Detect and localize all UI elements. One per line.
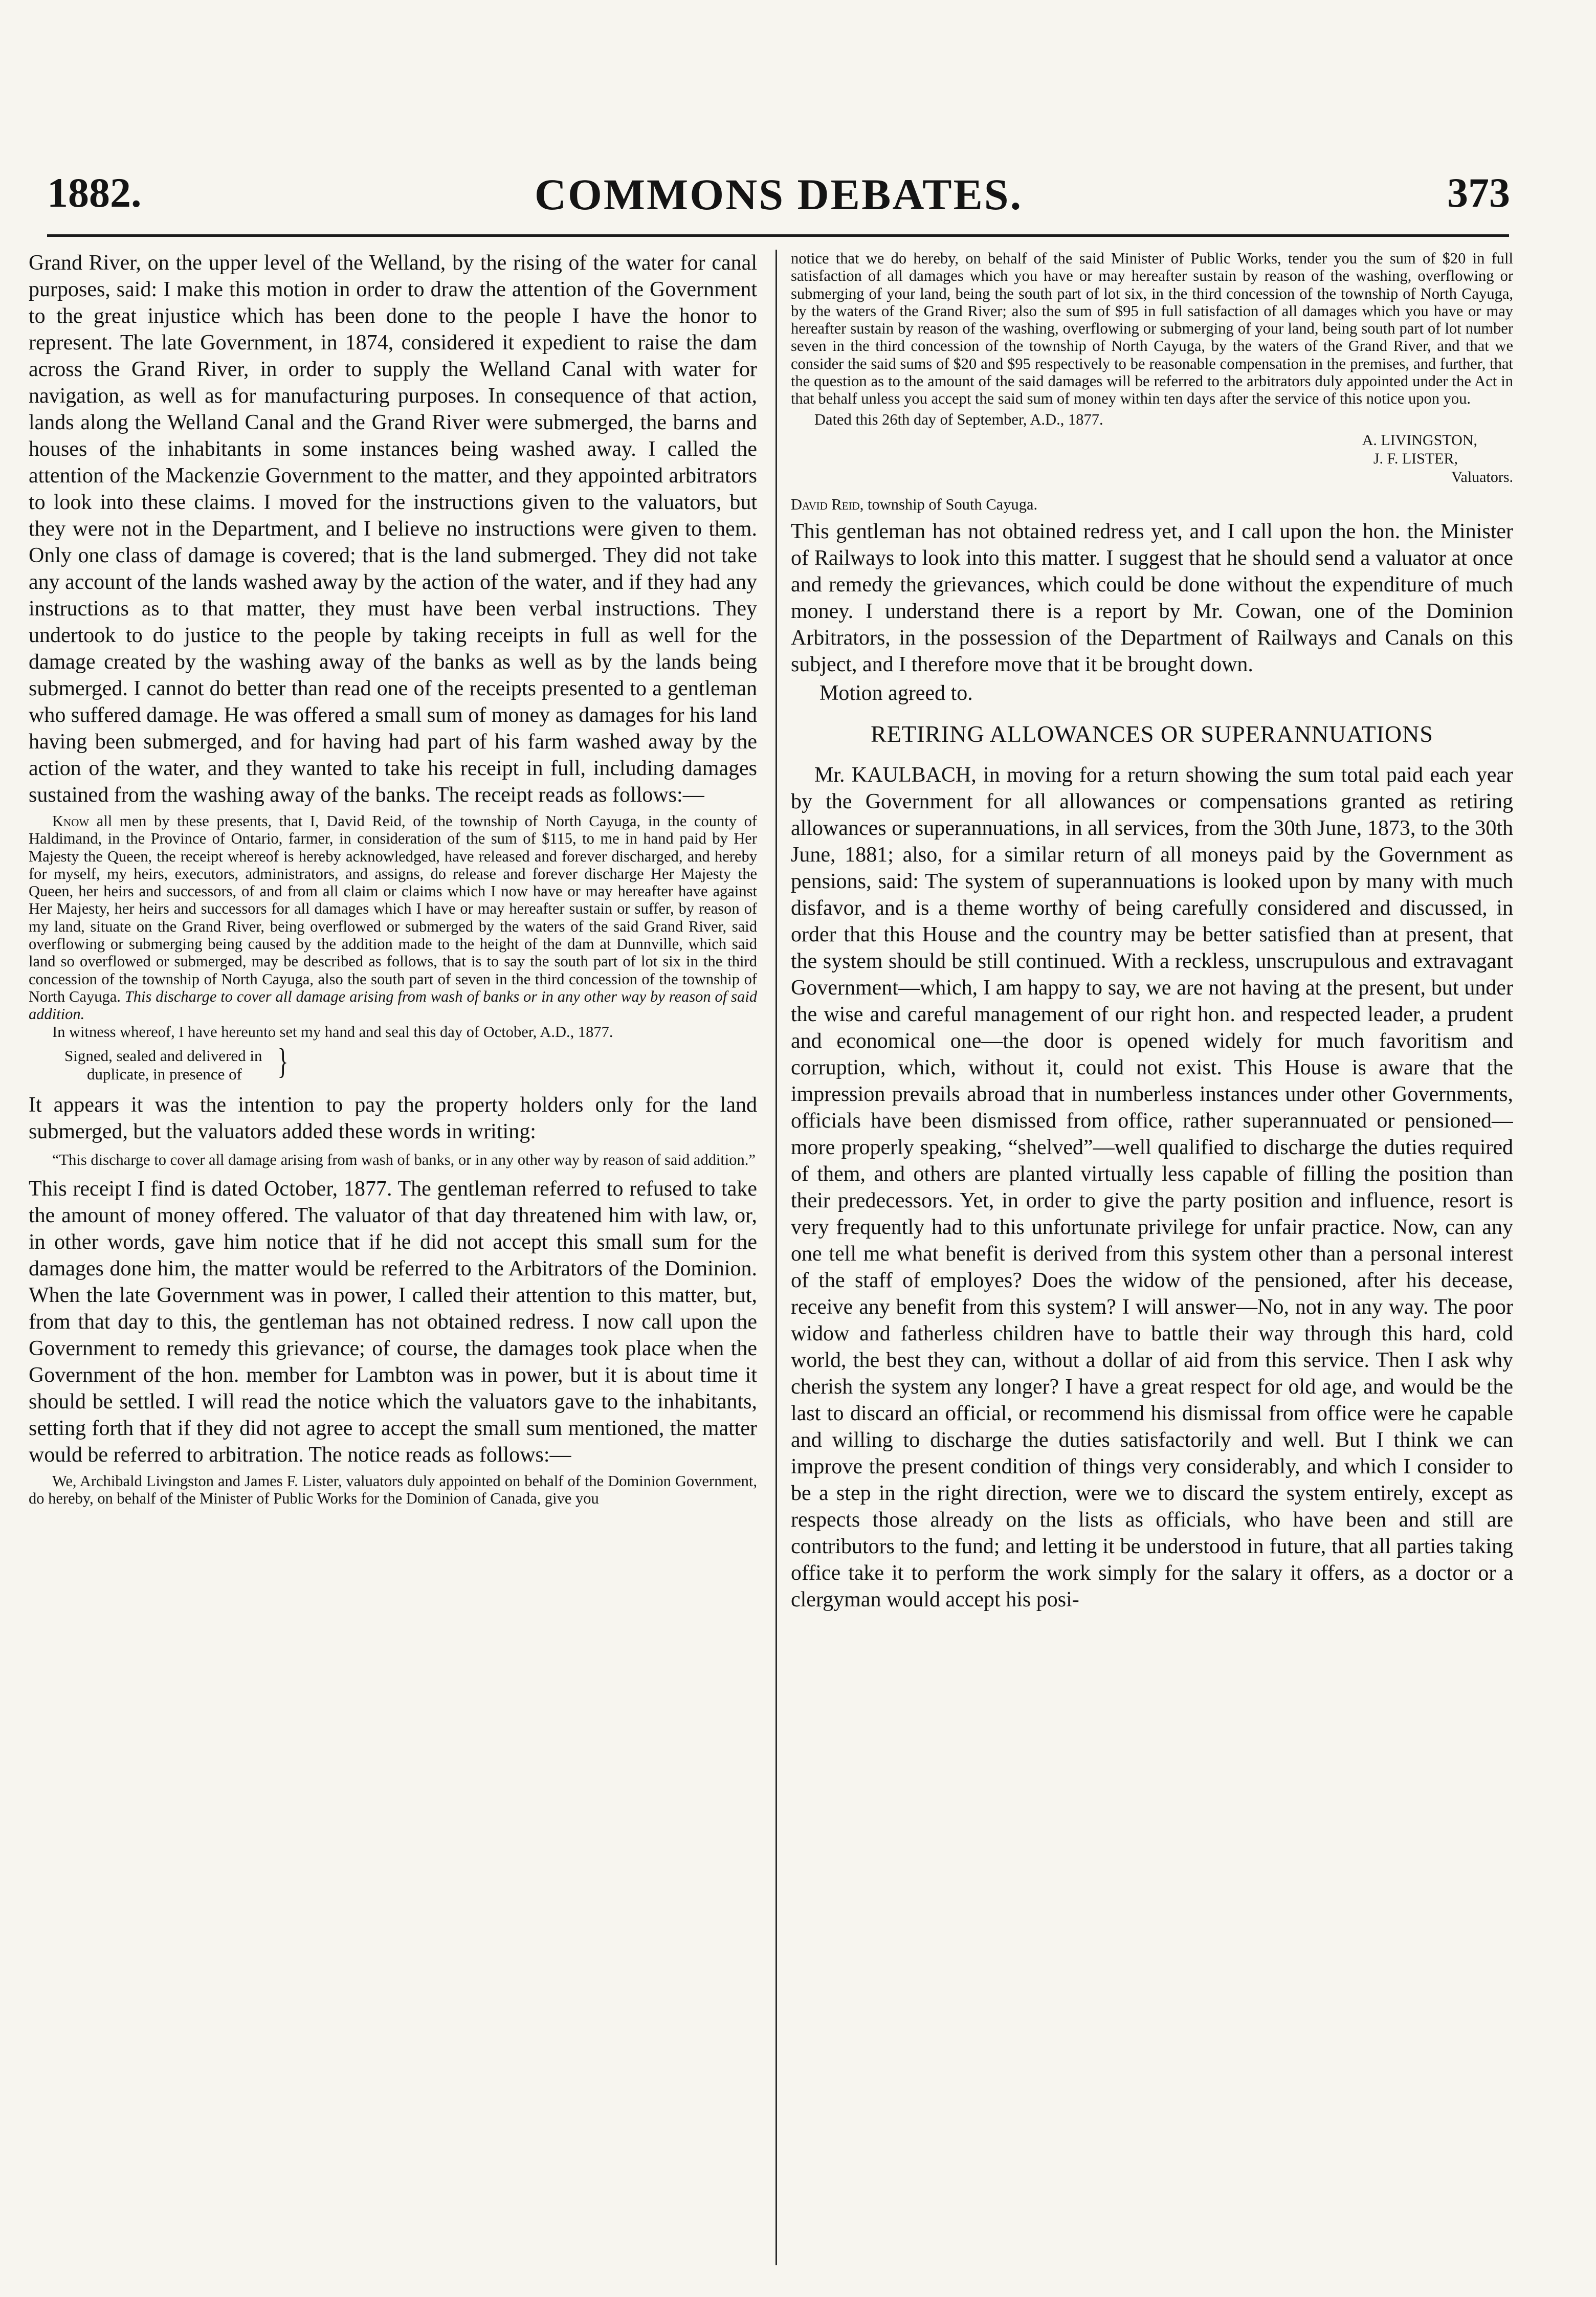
speech-paragraph-5: Mr. KAULBACH, in moving for a return showing the sum total paid each year by the Government for all allowances or compensations granted as retiring allowances or superannuations, in all services, from the 30th June, 1873, to the 30th June, 1881; also, for a similar return of all moneys paid by the Government as pensions, said: The system of superannuations is looked upon by many with much disfavor, and is a theme worthy of being carefully considered and discussed, in order that this House and the country may be better satisfied than at present, that the system should be still continued. With a reckless, unscrupulous and extravagant Government—which, I am happy to say, we are not having at the present, but under the wise and careful management of our right hon. and respected leader, a prudent and economical one—the door is opened widely for much favoritism and corruption, which, without it, could not exist. This House is aware that the impression prevails abroad that in numberless instances under other Governments, officials have been dismissed from office, rather superannuated or pensioned—more properly speaking, “shelved”—well qualified to discharge the duties required of them, and others are planted virtually less capable of filling the position than their predecessors. Yet, in order to give the party position and influence, resort is very frequently had to this unfortunate privilege for unfair practice. Now, can any one tell me what benefit is derived from this system other than a personal interest of the staff of employes? Does the widow of the pensioned, after his decease, receive any benefit from this system? I will answer—No, not in any way. The poor widow and fatherless children have to battle their way through this hard, cold world, the best they can, without a dollar of aid from this service. Then I ask why cherish the system any longer? I have a great respect for old age, and would be the last to discard an official, or recommend his dismissal from office were he capable and willing to discharge the duties satisfactorily and well. But I think we can improve the present condition of things very considerably, and which I consider to be a step in the right direction, were we to discard the system entirely, except as respects those already on the lists as officials, who have been and still are contributors to the fund; and letting it be understood in future, that all parties taking office take it to perform the work simply for the salary it offers, as a doctor or a clergyman would accept his posi- — [791, 763, 1513, 1612]
brace-mark: } — [277, 1041, 289, 1081]
signed-block — [64, 1041, 757, 1084]
signed-line-2: duplicate, in presence of — [87, 1065, 242, 1083]
page-header — [47, 169, 1510, 225]
witness-text: In witness whereof, I have hereunto set my hand and seal this day of October, A.D., 1877. — [52, 1023, 613, 1041]
receipt-text — [29, 812, 757, 1023]
signed-line-1: Signed, sealed and delivered in — [64, 1046, 262, 1065]
header-year: 1882. — [47, 169, 142, 216]
receipt-lead: Know — [52, 812, 90, 830]
speech-paragraph-3: This receipt I find is dated October, 1877. The gentleman referred to refused to take the amount of money offered. The valuator of that day threatened him with law, or, in other words, gave him notice that if he did not accept this small sum for the damages done him, the matter would be referred to the Arbitrators of the Dominion. When the late Government was in power, I called their attention to this matter, but, from that day to this, the gentleman has not obtained redress. I now call upon the Government to remedy this grievance; of course, the damages took place when the Government of the hon. member for Lambton was in power, but it is about time it should be settled. I will read the notice which the valuators gave to the inhabitants, setting forth that if they did not agree to accept the small sum mentioned, the matter would be referred to arbitration. The notice reads as follows:— — [29, 1177, 757, 1467]
page-number: 373 — [1447, 169, 1510, 216]
speech-paragraph-2: It appears it was the intention to pay the property holders only for the land submerged, but the valuators added these words in writing: — [29, 1093, 757, 1143]
left-column — [29, 250, 757, 2270]
valuator-signatures — [791, 431, 1513, 487]
right-column — [791, 250, 1513, 2270]
quoted-addition: “This discharge to cover all damage arising from wash of banks, or in any other way by reason of said addition.” — [52, 1151, 756, 1168]
speech-paragraph-4: This gentleman has not obtained redress yet, and I call upon the hon. the Minister of Railways to look into this matter. I suggest that he should send a valuator at once and remedy the grievances, which could be done without the expenditure of much money. I understand there is a report by Mr. Cowan, one of the Dominion Arbitrators, in the possession of the Department of Railways and Canals on this subject, and I therefore move that it be brought down. — [791, 520, 1513, 677]
column-divider — [775, 250, 777, 2265]
notice-addressee — [791, 496, 1513, 513]
signature-livingston: A. LIVINGSTON, — [1362, 431, 1477, 449]
speech-paragraph-1: Grand River, on the upper level of the Welland, by the rising of the water for canal purposes, said: I make this motion in order to draw the attention of the Government to the great injustice which has been done to the people I have the honor to represent. The late Government, in 1874, considered it expedient to raise the dam across the Grand River, in order to supply the Welland Canal with water for navigation, as well as for manufacturing purposes. In consequence of that action, lands along the Welland Canal and the Grand River were submerged, the barns and houses of the inhabitants in some instances being washed away. I called the attention of the Mackenzie Government to the matter, and they appointed arbitrators to look into these claims. I moved for the instructions given to the valuators, but they were not in the Department, and I believe no instructions were given to them. Only one class of damage is covered; that is the land submerged. They did not take any account of the lands washed away by the action of the water, and if they had any instructions as to that matter, they must have been verbal instructions. They undertook to do justice to the people by taking receipts in full as well for the damage created by the washing away of the banks as well as by the lands being submerged. I cannot do better than read one of the receipts presented to a gentleman who suffered damage. He was offered a small sum of money as damages for his land having been submerged, and for having had part of his farm washed away by the action of the water, and they wanted to take his receipt in full, including damages sustained from the washing away of the banks. The receipt reads as follows:— — [29, 251, 757, 807]
signature-valuators: Valuators. — [1451, 468, 1513, 485]
addressee-name: David Reid — [791, 495, 860, 513]
signature-lister: J. F. LISTER, — [1373, 450, 1458, 467]
motion-result: Motion agreed to. — [819, 681, 973, 705]
receipt-italic: This discharge to cover all damage arising from wash of banks or in any other way by reason of said addition. — [29, 987, 757, 1023]
notice-text: We, Archibald Livingston and James F. Lister, valuators duly appointed on behalf of the Dominion Government, do hereby, on behalf of the Minister of Public Works for the Dominion of Canada, give you — [29, 1472, 757, 1508]
section-heading: RETIRING ALLOWANCES OR SUPERANNUATIONS — [871, 721, 1433, 747]
notice-continuation: notice that we do hereby, on behalf of the said Minister of Public Works, tender you the sum of $20 in full satisfaction of all damages which you have or may hereafter sustain by reason of the washing, overflowing or submerging of your land, being the south part of lot six, in the third concession of the township of North Cayuga, by the waters of the Grand River; also the sum of $95 in full satisfaction of all damages which you have or may hereafter sustain by reason of the washing, overflowing or submerging of your land, being south part of lot number seven in the third concession of the township of North Cayuga, by the waters of the Grand River, and that we consider the said sums of $20 and $95 respectively to be reasonable compensation in the premises, and further, that the question as to the amount of the said damages will be referred to the arbitrators duly appointed under the Act in that behalf unless you accept the said sum of money within ten days after the service of this notice upon you. — [791, 250, 1513, 408]
addressee-rest: , township of South Cayuga. — [859, 495, 1038, 513]
header-title: COMMONS DEBATES. — [534, 170, 1023, 219]
notice-dated: Dated this 26th day of September, A.D., 1877. — [814, 410, 1103, 428]
header-rule — [47, 234, 1509, 237]
receipt-body: all men by these presents, that I, David Reid, of the township of North Cayuga, in the county of Haldimand, in the Province of Ontario, farmer, in consideration of the sum of $115, to me in hand paid by Her Majesty the Queen, the receipt whereof is hereby acknowledged, have released and forever discharged, and hereby for myself, my heirs, executors, administrators, and assigns, do release and forever discharge Her Majesty the Queen, her heirs and successors, of and from all claim or claims which I now have or may hereafter have against Her Majesty, her heirs and successors for all damages which I have or may hereafter sustain or suffer, by reason of my land, situate on the Grand River, being overflowed or submerged by the waters of the said Grand River, said overflowing or submerging being caused by the addition made to the height of the dam at Dunnville, which said land so overflowed or submerged, may be described as follows, that is to say the south part of lot six in the third concession of the township of North Cayuga, also the south part of seven in the third concession of the township of North Cayuga. — [29, 812, 757, 1005]
